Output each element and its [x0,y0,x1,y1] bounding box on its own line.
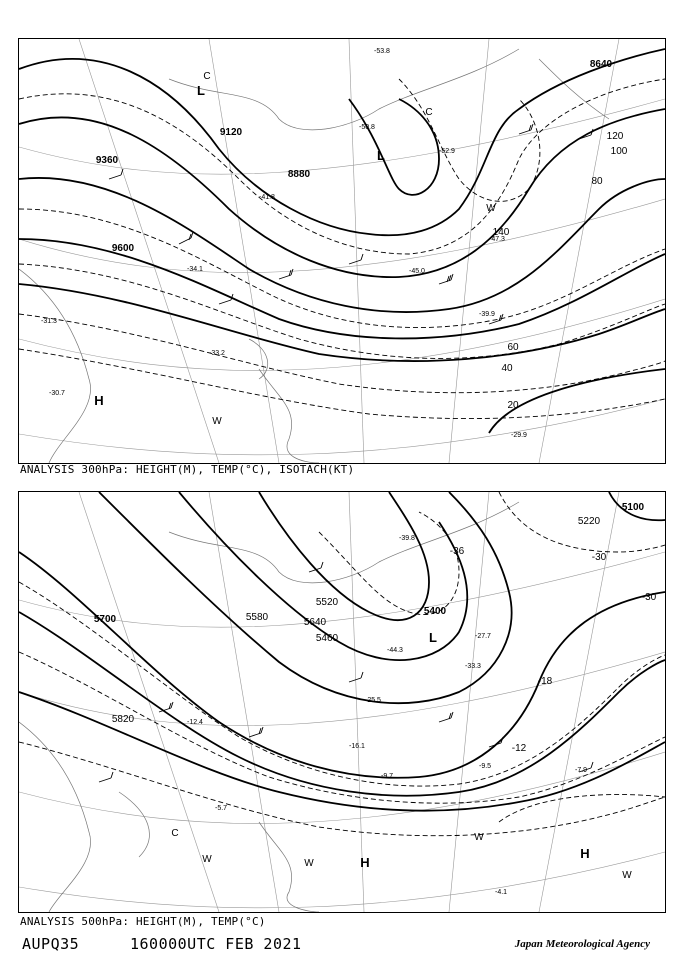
station-temp: -30.7 [49,390,65,397]
height-label: 5700 [93,614,117,625]
map-300hpa [19,39,665,463]
station-temp: -41.8 [259,194,275,201]
pressure-centers [171,630,632,881]
station-temp: -9.5 [479,763,492,770]
isotach-label: 140 [492,227,510,238]
isotach-label: 40 [501,363,513,374]
map-500hpa [19,492,665,912]
cold-marker: C [203,71,211,82]
caption-300hpa: ANALYSIS 300hPa: HEIGHT(M), TEMP(°C), ISOTACH(KT) [20,463,355,476]
isotach-label: 80 [591,176,603,187]
station-temp: -45.0 [409,268,425,275]
station-temp: -29.9 [511,432,527,439]
valid-time: 160000UTC FEB 2021 [130,935,302,953]
warm-marker: W [304,858,314,869]
warm-marker: W [474,832,484,843]
height-label: 5100 [621,502,645,513]
station-temp: -47.3 [489,236,505,243]
height-label: 5520 [315,597,339,608]
station-temp: -39.8 [399,535,415,542]
height-label: 5400 [423,606,447,617]
station-temp: -12.4 [187,719,203,726]
isotach-label: 120 [606,131,624,142]
caption-500hpa: ANALYSIS 500hPa: HEIGHT(M), TEMP(°C) [20,915,266,928]
station-values [187,535,590,896]
graticule [19,492,665,912]
station-temp: -31.3 [41,318,57,325]
low-center-marker: L [429,630,437,645]
high-center-marker: H [580,846,590,861]
isotherm-label: -30 [641,592,657,603]
station-temp: -39.9 [479,311,495,318]
station-temp: -4.1 [495,889,508,896]
station-temp: -52.9 [439,148,455,155]
low-center-marker: L [197,83,205,98]
map-panel-500hpa [18,491,666,913]
height-label: 5460 [315,633,339,644]
warm-marker: W [202,854,212,865]
cold-marker: C [171,828,179,839]
station-temp: -50.8 [359,124,375,131]
station-temp: -16.1 [349,743,365,750]
height-label: 9600 [111,243,135,254]
station-temp: -44.3 [387,647,403,654]
isotherm-label: -12 [511,743,527,754]
isotherm-label: -18 [537,676,553,687]
isotherm-label: -36 [449,546,465,557]
height-label: 5580 [245,612,269,623]
station-temp: -34.1 [187,266,203,273]
isotach-label: 100 [610,146,628,157]
station-temp: -9.7 [381,773,394,780]
map-panel-300hpa [18,38,666,464]
isotherm-label: -30 [591,552,607,563]
station-temp: -7.9 [575,767,588,774]
warm-marker: W [212,416,222,427]
low-center-marker: L [377,148,385,163]
isotherms [19,492,665,836]
height-label: 5820 [111,714,135,725]
cold-marker: C [425,107,433,118]
high-center-marker: H [94,393,104,408]
coastline [19,49,609,463]
chart-code: AUPQ35 [22,935,80,953]
station-temp: -33.2 [209,350,225,357]
station-temp: -5.7 [215,805,228,812]
isotach-label: 60 [507,342,519,353]
warm-marker: W [486,203,496,214]
height-label: 9360 [95,155,119,166]
height-label: 8880 [287,169,311,180]
isotach-label: 20 [507,400,519,411]
height-label: 9120 [219,127,243,138]
height-label: 5220 [577,516,601,527]
high-center-marker: H [360,855,370,870]
warm-marker: W [622,870,632,881]
station-temp: -33.3 [465,663,481,670]
station-temp: -53.8 [374,48,390,55]
height-contours [19,49,665,433]
height-label: 5640 [303,617,327,628]
height-label: 8640 [589,59,613,70]
station-temp: -25.5 [365,697,381,704]
agency-credit: Japan Meteorological Agency [514,938,650,950]
station-temp: -27.7 [475,633,491,640]
height-contours [19,492,665,811]
